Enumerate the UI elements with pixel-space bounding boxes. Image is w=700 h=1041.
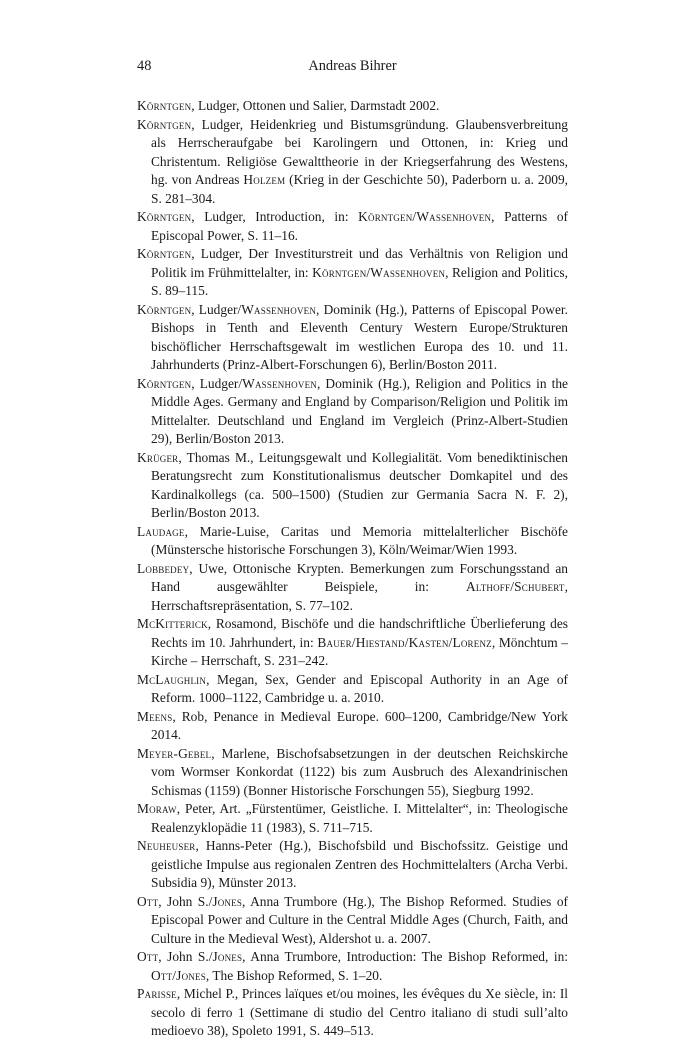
bibliography-entry [137,208,568,245]
entry-text: , Ludger, Heidenkrieg und Bistumsgründung. Glaubensverbreitung als Herrscheraufgabe bei Karolingern und Ottonen, in: Krieg und Christentum. Religiöse Gewalttheorie in der Kriegserfahrung des Westens, hg. von Andreas [151,116,568,187]
bibliography-entry [137,301,568,375]
entry-text: (Krieg in der Geschichte 50), Paderborn u. a. 2009, S. 281–304. [151,172,568,206]
entry-text: , Hanns-Peter (Hg.), Bischofsbild und Bischofssitz. Geistige und geistliche Impulse aus regionalen Zentren des Hochmittelalters (Archa Verbi. Subsidia 9), Münster 2013. [151,838,568,890]
author-name: Körntgen/Wassenhoven [312,264,446,280]
author-name: Ott [137,893,159,909]
author-name: Wassenhoven [242,375,317,391]
page-header [137,58,568,78]
bibliography-entry [137,985,568,1041]
entry-text: , Patterns of Episcopal Power, S. 11–16. [151,209,568,243]
author-name: Jones [212,893,243,909]
author-name: McLaughlin [137,671,207,687]
entry-text: , Mönchtum – Kirche – Herrschaft, S. 231–242. [151,634,568,668]
bibliography-entry [137,449,568,523]
bibliography-list [137,97,568,1041]
bibliography-entry [137,560,568,616]
entry-text: , John S./ [158,949,213,964]
entry-text: , Thomas M., Leitungsgewalt und Kollegialität. Vom benediktinischen Beratungsrecht zum Konstitutionalismus deutscher Domkapitel und des Kardinalkollegs (ca. 500–1500) (Studien zur Germania Sacra N. F. 2), Berlin/Boston 2013. [151,449,568,520]
entry-text: , Michel P., Princes laïques et/ou moines, les évêques du Xe siècle, in: Il secolo di ferro 1 (Settimane di studio del Centro italiano di studi sull’alto medioevo 38), Spoleto 1991, S. 449–513. [151,986,568,1038]
entry-text: , Ludger, Ottonen und Salier, Darmstadt 2002. [191,98,440,113]
entry-text: , Herrschaftsrepräsentation, S. 77–102. [151,579,568,613]
entry-text: , Ludger/ [191,301,242,317]
entry-text: , Anna Trumbore, Introduction: The Bishop Reformed, in: [242,949,568,964]
bibliography-entry [137,615,568,671]
entry-text: , Uwe, Ottonische Krypten. Bemerkungen zum Forschungsstand an Hand ausgewählter Beispiele, in: [151,560,568,594]
author-name: Meyer-Gebel [137,745,212,761]
bibliography-entry [137,523,568,560]
bibliography-entry [137,671,568,708]
entry-text: , The Bishop Reformed, S. 1–20. [205,967,383,983]
entry-text: , Megan, Sex, Gender and Episcopal Authority in an Age of Reform. 1000–1122, Cambridge u. a. 2010. [151,671,568,705]
author-name: Wassenhoven [241,301,317,317]
author-name: Laudage [137,523,185,539]
author-name: Lobbedey [137,560,190,576]
bibliography-entry [137,116,568,209]
author-name: Körntgen [137,209,192,224]
entry-text: , Rob, Penance in Medieval Europe. 600–1200, Cambridge/New York 2014. [151,708,568,742]
entry-text: , Ludger/ [191,375,243,391]
bibliography-entry [137,948,568,985]
author-name: Körntgen [137,301,192,317]
author-name: Moraw [137,801,177,816]
author-name: Meens [137,708,173,724]
author-name: Neuheuser [137,838,196,853]
entry-text: , Marie-Luise, Caritas und Memoria mittelalterlicher Bischöfe (Münstersche historische Forschungen 3), Köln/Weimar/Wien 1993. [151,523,568,557]
author-name: Bauer/Hiestand/Kasten/Lorenz [317,634,492,650]
page-number: 48 [137,58,152,74]
author-name: Holzem [243,172,286,187]
bibliography-entry [137,800,568,837]
author-name: Parisse [137,986,177,1001]
author-name: Ott/Jones [151,967,206,983]
bibliography-entry [137,893,568,949]
entry-text: , Peter, Art. „Fürstentümer, Geistliche. I. Mittelalter“, in: Theologische Realenzyklopädie 11 (1983), S. 711–715. [151,801,568,835]
bibliography-entry [137,245,568,301]
bibliography-entry [137,837,568,893]
author-name: Körntgen [137,246,192,261]
entry-text: , John S./ [158,893,213,909]
author-name: Jones [212,949,243,964]
running-head: Andreas Bihrer [308,58,397,74]
bibliography-entry [137,708,568,745]
author-name: Körntgen [137,98,192,113]
author-name: Körntgen [137,375,192,391]
author-name: McKitterick [137,616,208,631]
entry-text: , Anna Trumbore (Hg.), The Bishop Reformed. Studies of Episcopal Power and Culture in the Central Middle Ages (Church, Faith, and Culture in the Medieval West), Aldershot u. a. 2007. [151,893,568,946]
author-name: Körntgen [137,116,192,132]
entry-text: , Religion and Politics, S. 89–115. [151,264,568,298]
author-name: Althoff/Schubert [465,579,565,594]
entry-text: , Dominik (Hg.), Religion and Politics in the Middle Ages. Germany and England by Comparison/Religion und Politik im Mittelalter. Deutschland und England im Vergleich (Prinz-Albert-Studien 29), Berlin/Boston 2013. [151,375,568,446]
entry-text: , Dominik (Hg.), Patterns of Episcopal Power. Bishops in Tenth and Eleventh Century Western Europe/Strukturen bischöflicher Herrschaftsgewalt im westlichen Europa des 10. und 11. Jahrhunderts (Prinz-Albert-Forschungen 6), Berlin/Boston 2011. [151,301,568,372]
bibliography-entry [137,97,568,116]
author-name: Körntgen/Wassenhoven [358,209,492,224]
author-name: Krüger [137,449,179,465]
bibliography-entry [137,375,568,449]
author-name: Ott [137,949,159,964]
entry-text: , Ludger, Der Investiturstreit und das Verhältnis von Religion und Politik im Frühmittelalter, in: [151,246,568,280]
entry-text: , Ludger, Introduction, in: [191,209,359,224]
bibliography-entry [137,745,568,801]
entry-text: , Marlene, Bischofsabsetzungen in der deutschen Reichskirche vom Wormser Konkordat (1122) bis zum Ausbruch des Alexandrinischen Schismas (1159) (Bonner Historische Forschungen 55), Siegburg 1992. [151,745,568,798]
entry-text: , Rosamond, Bischöfe und die handschriftliche Überlieferung des Rechts im 10. Jahrhundert, in: [151,616,568,650]
